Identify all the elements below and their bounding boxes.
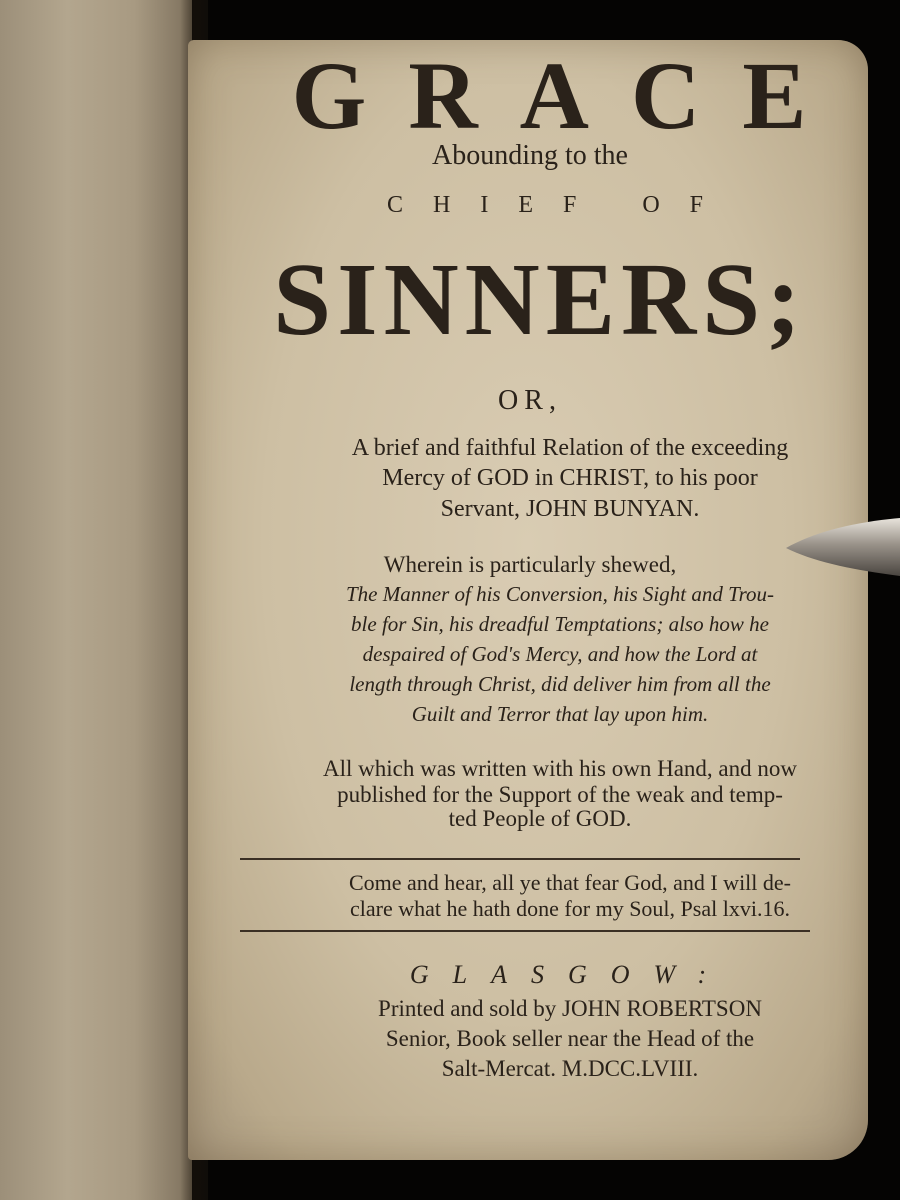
or-line: OR, <box>498 385 562 416</box>
imprint-line: Senior, Book seller near the Head of the <box>385 1026 755 1051</box>
italic-line: ble for Sin, his dreadful Temptations; also how he <box>351 612 769 636</box>
imprint-line: Printed and sold by JOHN ROBERTSON <box>378 996 762 1021</box>
written-line: published for the Support of the weak and temp- <box>337 782 783 807</box>
italic-line: Guilt and Terror that lay upon him. <box>411 702 709 726</box>
quote-line: Come and hear, all ye that fear God, and I will de- <box>348 870 791 895</box>
imprint-line: Salt-Mercat. M.DCC.LVIII. <box>441 1056 699 1081</box>
relation-line: A brief and faithful Relation of the exceeding <box>351 435 789 461</box>
divider-rule <box>240 930 810 932</box>
imprint-city: GLASGOW: <box>409 960 731 989</box>
italic-line: despaired of God's Mercy, and how the Lord at <box>362 642 758 666</box>
quote-line: clare what he hath done for my Soul, Psal lxvi.16. <box>350 896 790 921</box>
subtitle-abounding: Abounding to the <box>432 140 628 171</box>
written-line: All which was written with his own Hand, and now <box>323 756 797 781</box>
relation-line: Mercy of GOD in CHRIST, to his poor <box>382 465 758 491</box>
left-page <box>0 0 192 1200</box>
divider-rule <box>240 858 800 860</box>
italic-line: The Manner of his Conversion, his Sight and Trou- <box>346 582 774 606</box>
relation-line: Servant, JOHN BUNYAN. <box>440 496 700 522</box>
headline-sinners: SINNERS; <box>273 242 807 357</box>
subtitle-chief: CHIEF OF <box>386 192 734 218</box>
metal-pointer <box>784 518 900 576</box>
written-line: ted People of GOD. <box>448 806 632 831</box>
italic-line: length through Christ, did deliver him from all the <box>349 672 771 696</box>
title-grace: GRACE <box>291 42 849 149</box>
wherein-line: Wherein is particularly shewed, <box>383 552 677 577</box>
